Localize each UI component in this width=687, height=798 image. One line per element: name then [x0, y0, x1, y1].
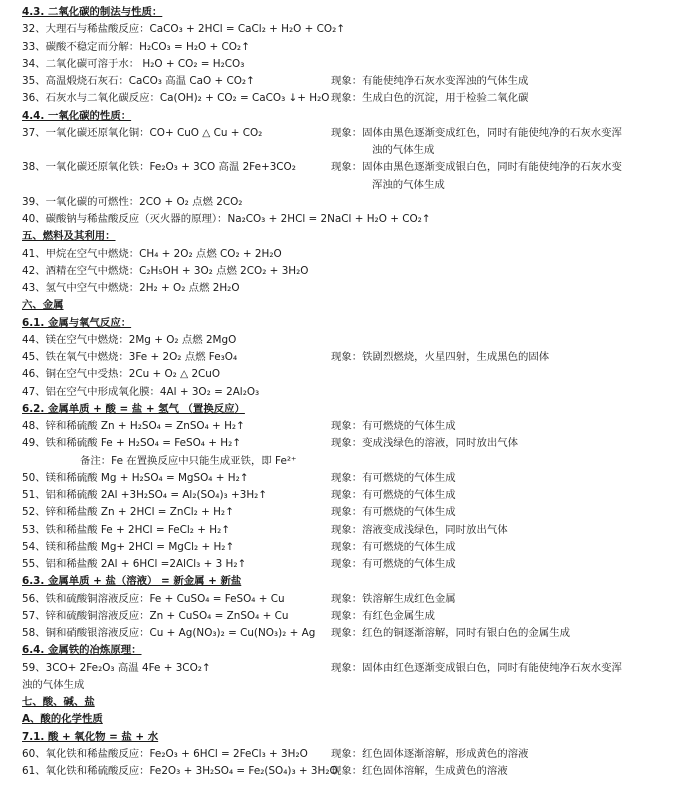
reaction-equation: 55、铝和稀盐酸 2Al + 6HCl =2AlCl₃ + 3 H₂↑ — [22, 558, 247, 570]
reaction-equation: 43、氢气中空气中燃烧：2H₂ + O₂ 点燃 2H₂O — [22, 282, 240, 294]
reaction-row — [22, 504, 687, 521]
heading-text: 4.3. 二氧化碳的制法与性质： — [22, 6, 163, 18]
reaction-phenomenon: 现象：固体由黑色逐渐变成红色，同时有能使纯净的石灰水变浑 — [331, 126, 622, 139]
heading-text: 6.2. 金属单质 + 酸 = 盐 + 氢气 （置换反应） — [22, 402, 245, 415]
reaction-equation: 44、镁在空气中燃烧：2Mg + O₂ 点燃 2MgO — [22, 333, 237, 346]
phenomenon-continuation-text: 浊的气体生成 — [372, 144, 435, 156]
reaction-equation: 50、镁和稀硫酸 Mg + H₂SO₄ = MgSO₄ + H₂↑ — [22, 471, 249, 484]
reaction-phenomenon: 现象：红色固体逐渐溶解，形成黄色的溶液 — [331, 747, 529, 760]
reaction-row — [22, 125, 687, 142]
section-heading — [22, 401, 687, 418]
reaction-row — [22, 246, 687, 263]
reaction-row — [22, 194, 687, 211]
phenomenon-continuation — [22, 177, 687, 194]
reaction-row — [22, 211, 687, 228]
reaction-phenomenon: 现象：生成白色的沉淀，用于检验二氧化碳 — [331, 92, 529, 105]
section-heading — [22, 297, 687, 314]
reaction-row — [22, 384, 687, 401]
reaction-phenomenon: 现象：有能使纯净石灰水变浑浊的气体生成 — [331, 75, 529, 87]
reaction-equation: 56、铁和硫酸铜溶液反应：Fe + CuSO₄ = FeSO₄ + Cu — [22, 592, 285, 605]
reaction-row — [22, 487, 687, 504]
heading-text: 五、燃料及其利用： — [22, 230, 116, 243]
heading-text: 4.4. 一氧化碳的性质： — [22, 109, 132, 122]
section-heading — [22, 729, 687, 746]
reaction-row — [22, 280, 687, 297]
reaction-phenomenon: 现象：溶液变成浅绿色，同时放出气体 — [331, 523, 508, 536]
plain-continuation — [22, 677, 687, 694]
reaction-equation: 45、铁在氧气中燃烧：3Fe + 2O₂ 点燃 Fe₃O₄ — [22, 351, 238, 363]
reaction-phenomenon: 现象：固体由黑色逐渐变成银白色，同时有能使纯净的石灰水变 — [331, 161, 622, 174]
reaction-row — [22, 591, 687, 608]
heading-text: 6.3. 金属单质 + 盐（溶液） = 新金属 + 新盐 — [22, 575, 242, 588]
reaction-equation: 61、氧化铁和稀硫酸反应：Fe2O₃ + 3H₂SO₄ = Fe₂(SO₄)₃ + 3H₂O — [22, 765, 338, 777]
reaction-row — [22, 39, 687, 56]
reaction-row — [22, 556, 687, 573]
heading-text: 七、酸、碱、盐 — [22, 696, 95, 708]
section-heading — [22, 711, 687, 728]
note-text: 备注：Fe 在置换反应中只能生成亚铁，即 Fe²⁺ — [80, 454, 297, 467]
reaction-equation: 58、铜和硝酸银溶液反应：Cu + Ag(NO₃)₂ = Cu(NO₃)₂ + Ag — [22, 627, 316, 639]
section-heading — [22, 228, 687, 245]
reaction-equation: 36、石灰水与二氧化碳反应：Ca(OH)₂ + CO₂ = CaCO₃ ↓+ H₂O — [22, 92, 330, 105]
reaction-phenomenon: 现象：有可燃烧的气体生成 — [331, 420, 456, 432]
reaction-phenomenon: 现象：红色固体溶解，生成黄色的溶液 — [331, 765, 508, 777]
reaction-phenomenon: 现象：有可燃烧的气体生成 — [331, 506, 456, 519]
heading-text: 6.1. 金属与氧气反应： — [22, 316, 132, 329]
reaction-equation: 52、锌和稀盐酸 Zn + 2HCl = ZnCl₂ + H₂↑ — [22, 506, 234, 519]
reaction-row — [22, 608, 687, 625]
reaction-equation: 34、二氧化碳可溶于水： H₂O + CO₂ = H₂CO₃ — [22, 57, 245, 70]
section-heading — [22, 4, 687, 21]
reaction-equation: 35、高温煅烧石灰石：CaCO₃ 高温 CaO + CO₂↑ — [22, 75, 255, 87]
section-heading — [22, 315, 687, 332]
reaction-equation: 39、一氧化碳的可燃性：2CO + O₂ 点燃 2CO₂ — [22, 195, 243, 208]
section-heading — [22, 642, 687, 659]
reaction-equation: 33、碳酸不稳定而分解：H₂CO₃ = H₂O + CO₂↑ — [22, 40, 250, 53]
reaction-row — [22, 470, 687, 487]
reaction-phenomenon: 现象：有可燃烧的气体生成 — [331, 558, 456, 570]
reaction-equation: 41、甲烷在空气中燃烧：CH₄ + 2O₂ 点燃 CO₂ + 2H₂O — [22, 247, 282, 260]
reaction-equation: 46、铜在空气中受热：2Cu + O₂ △ 2CuO — [22, 368, 221, 381]
heading-text: A、酸的化学性质 — [22, 713, 103, 726]
reaction-equation: 60、氧化铁和稀盐酸反应：Fe₂O₃ + 6HCl = 2FeCl₃ + 3H₂O — [22, 747, 308, 760]
phenomenon-continuation — [22, 142, 687, 159]
reaction-row — [22, 21, 687, 38]
reaction-row — [22, 746, 687, 763]
reaction-equation: 42、酒精在空气中燃烧：C₂H₅OH + 3O₂ 点燃 2CO₂ + 3H₂O — [22, 264, 309, 277]
reaction-equation: 54、镁和稀盐酸 Mg+ 2HCl = MgCl₂ + H₂↑ — [22, 540, 235, 553]
reaction-phenomenon: 现象：红色的铜逐渐溶解，同时有银白色的金属生成 — [331, 627, 570, 639]
section-heading — [22, 573, 687, 590]
reaction-row — [22, 435, 687, 452]
phenomenon-continuation-text: 浑浊的气体生成 — [372, 178, 445, 191]
reaction-row — [22, 332, 687, 349]
reaction-row — [22, 539, 687, 556]
reaction-row — [22, 366, 687, 383]
reaction-equation: 59、3CO+ 2Fe₂O₃ 高温 4Fe + 3CO₂↑ — [22, 661, 211, 674]
plain-continuation-text: 浊的气体生成 — [22, 678, 85, 691]
reaction-equation: 48、锌和稀硫酸 Zn + H₂SO₄ = ZnSO₄ + H₂↑ — [22, 420, 245, 432]
reaction-phenomenon: 现象：有红色金属生成 — [331, 609, 435, 622]
reaction-equation: 53、铁和稀盐酸 Fe + 2HCl = FeCl₂ + H₂↑ — [22, 523, 230, 536]
reaction-phenomenon: 现象：变成浅绿色的溶液，同时放出气体 — [331, 437, 519, 450]
reaction-row — [22, 763, 687, 780]
reaction-equation: 49、铁和稀硫酸 Fe + H₂SO₄ = FeSO₄ + H₂↑ — [22, 437, 241, 450]
heading-text: 6.4. 金属铁的冶炼原理： — [22, 644, 142, 657]
reaction-row — [22, 625, 687, 642]
reaction-row — [22, 73, 687, 90]
reaction-equation: 32、大理石与稀盐酸反应：CaCO₃ + 2HCl = CaCl₂ + H₂O + CO₂↑ — [22, 23, 345, 36]
reaction-phenomenon: 现象：有可燃烧的气体生成 — [331, 489, 456, 501]
reaction-phenomenon: 现象：有可燃烧的气体生成 — [331, 471, 456, 484]
note-row — [22, 453, 687, 470]
reaction-equation: 40、碳酸钠与稀盐酸反应（灭火器的原理）：Na₂CO₃ + 2HCl = 2NaCl + H₂O + CO₂↑ — [22, 213, 431, 225]
reaction-equation: 57、锌和硫酸铜溶液反应：Zn + CuSO₄ = ZnSO₄ + Cu — [22, 609, 289, 622]
reaction-equation: 47、铝在空气中形成氧化膜：4Al + 3O₂ = 2Al₂O₃ — [22, 385, 260, 398]
reaction-equation: 51、铝和稀硫酸 2Al +3H₂SO₄ = Al₂(SO₄)₃ +3H₂↑ — [22, 489, 268, 501]
reaction-equation: 38、一氧化碳还原氧化铁：Fe₂O₃ + 3CO 高温 2Fe+3CO₂ — [22, 161, 296, 174]
reaction-row — [22, 90, 687, 107]
reaction-row — [22, 263, 687, 280]
reaction-row — [22, 418, 687, 435]
reaction-row — [22, 522, 687, 539]
reaction-phenomenon: 现象：固体由红色逐渐变成银白色，同时有能使纯净石灰水变浑 — [331, 661, 622, 674]
reaction-row — [22, 159, 687, 176]
section-heading — [22, 694, 687, 711]
reaction-phenomenon: 现象：有可燃烧的气体生成 — [331, 540, 456, 553]
reaction-row — [22, 56, 687, 73]
reaction-phenomenon: 现象：铁溶解生成红色金属 — [331, 592, 456, 605]
heading-text: 7.1. 酸 + 氧化物 = 盐 + 水 — [22, 730, 159, 743]
reaction-equation: 37、一氧化碳还原氧化铜：CO+ CuO △ Cu + CO₂ — [22, 126, 263, 139]
reaction-phenomenon: 现象：铁剧烈燃烧，火星四射，生成黑色的固体 — [331, 351, 550, 363]
reaction-row — [22, 660, 687, 677]
section-heading — [22, 108, 687, 125]
heading-text: 六、金属 — [22, 299, 64, 312]
reaction-row — [22, 349, 687, 366]
